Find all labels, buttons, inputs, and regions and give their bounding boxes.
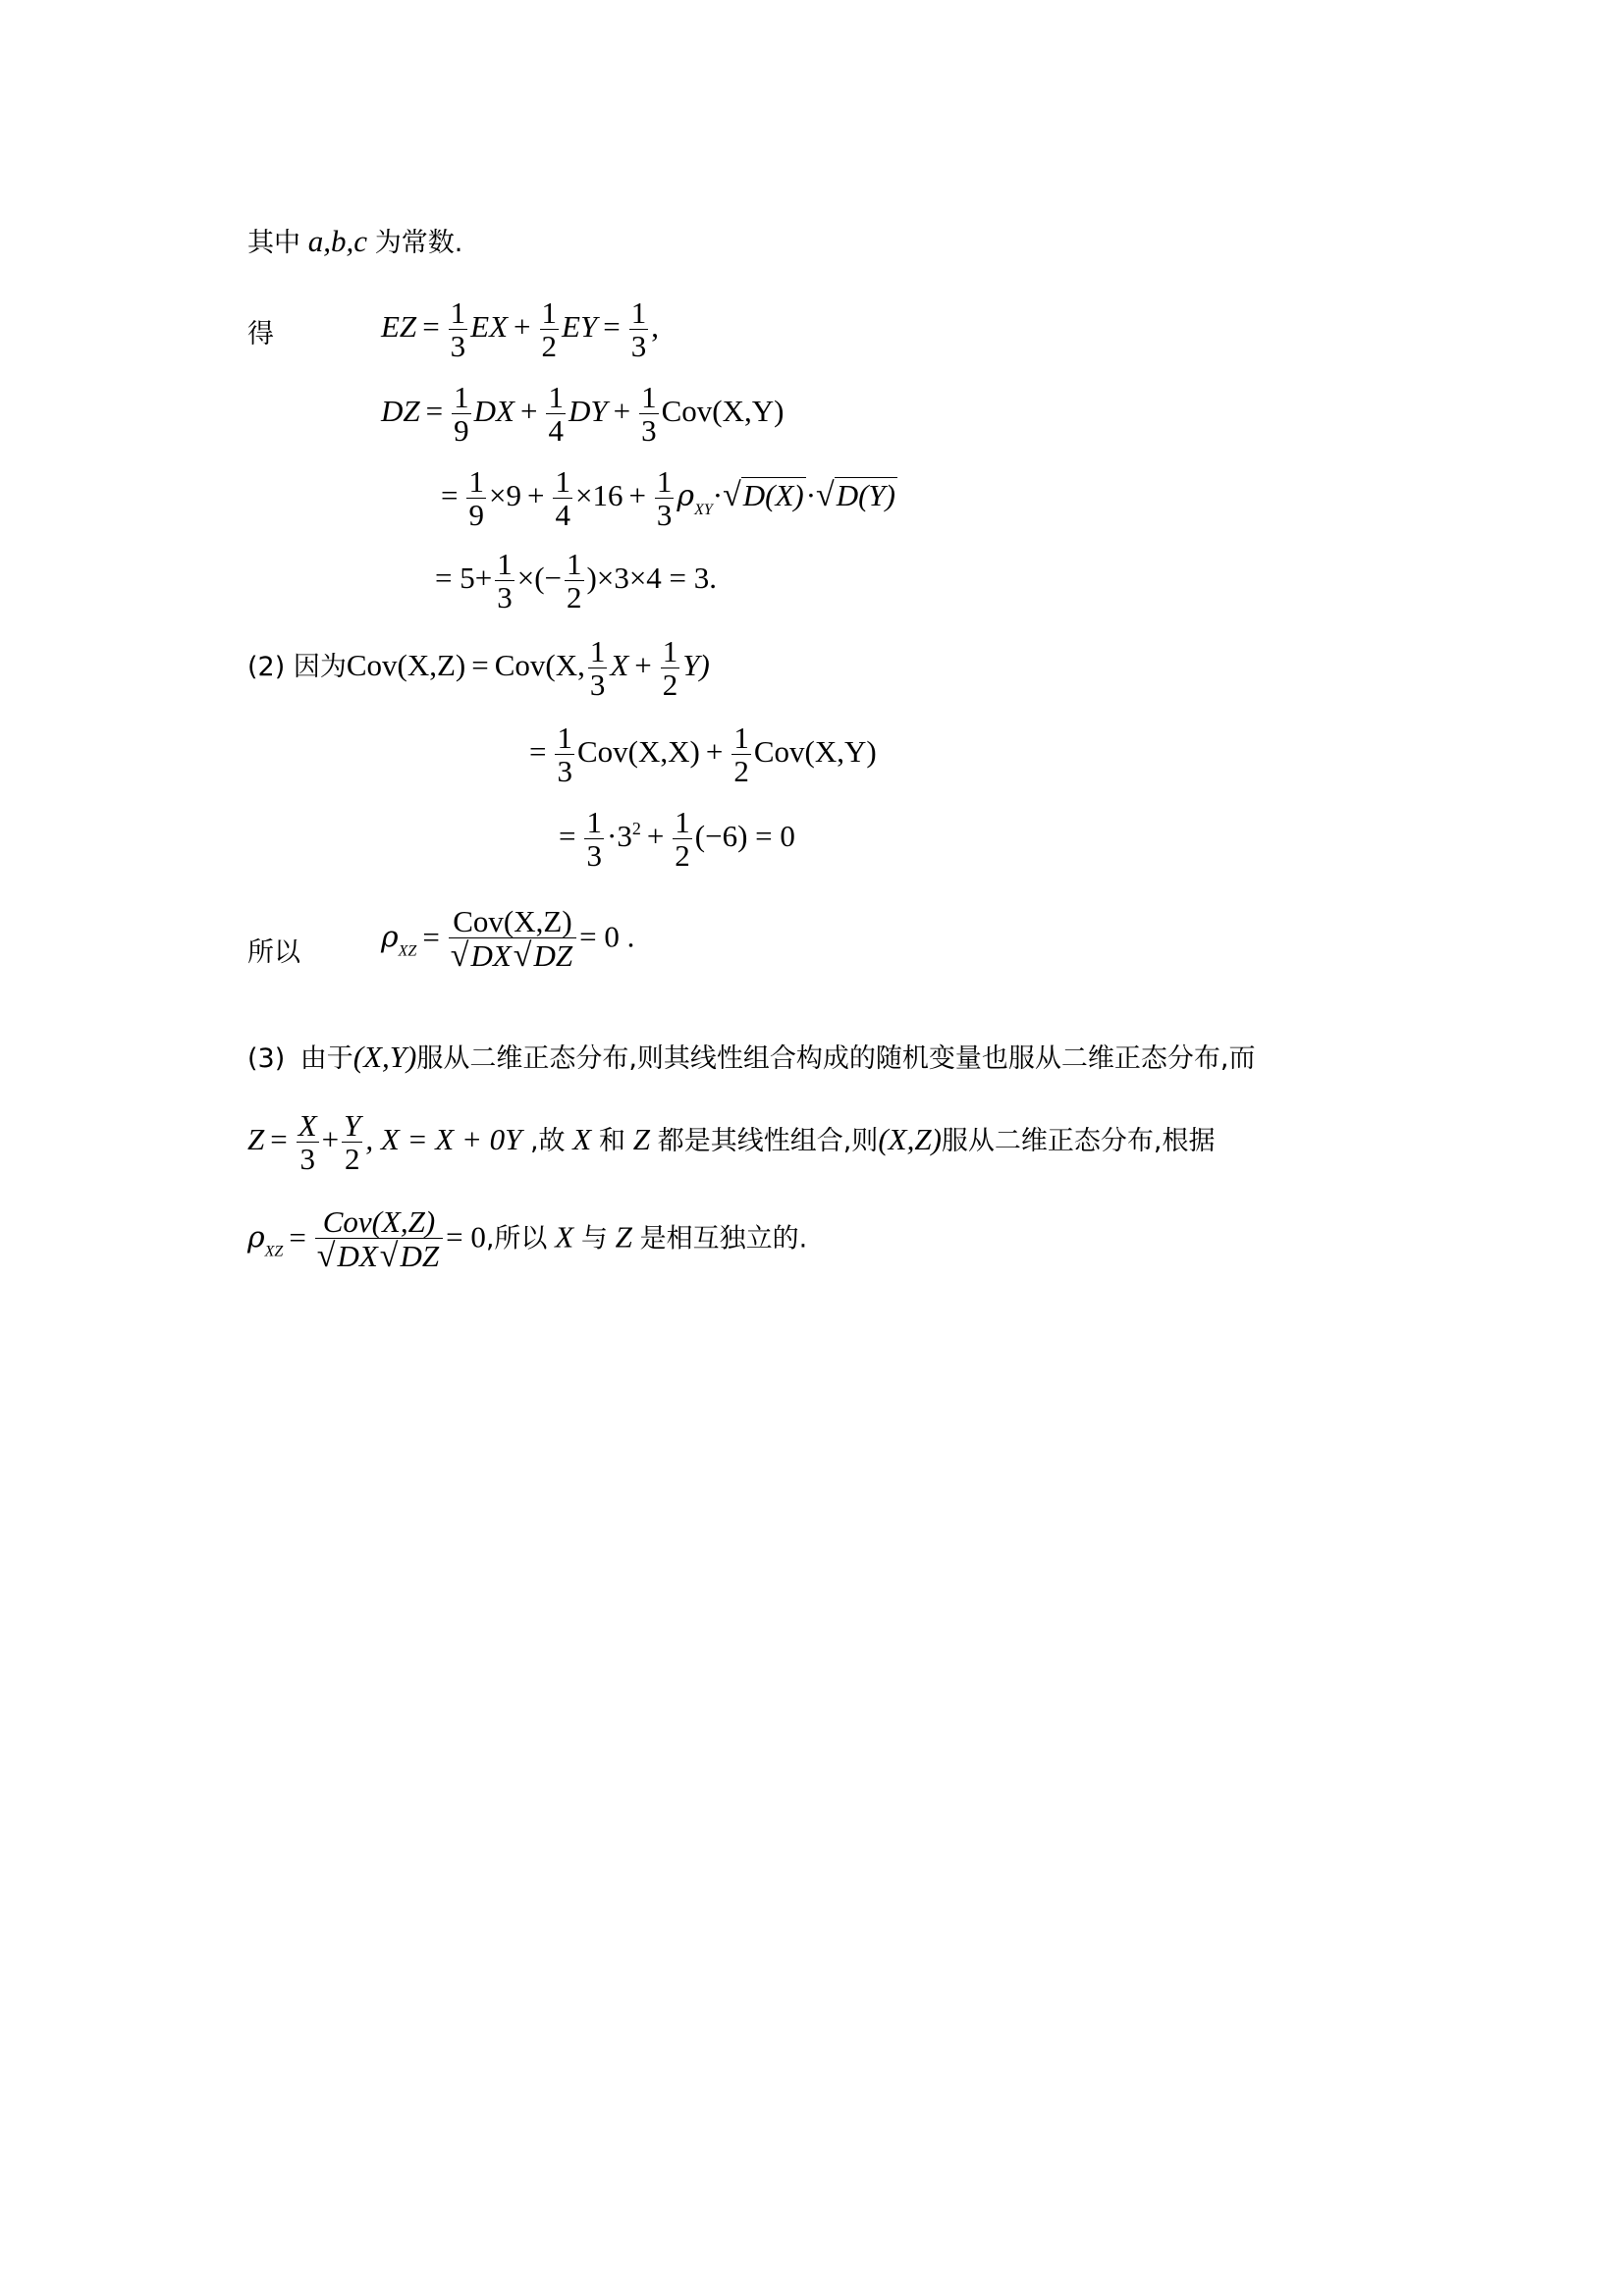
part2-line1: (2) 因为Cov(X,Z) = Cov(X, $\frac{1}{3}$ X + $\frac{1}{2}$ Y) <box>247 634 710 703</box>
sqrt-dy: √D(Y) <box>816 477 895 514</box>
fraction-one-quarter: $\frac{1}{4}$ <box>548 380 564 449</box>
part3-text5: 服从二维正态分布,根据 <box>941 1126 1216 1157</box>
dz-expansion: = $\frac{1}{9}$ ×9 + $\frac{1}{4}$ ×16 + $\frac{1}{3}$ $\rho_{XY}\cdot√D(X)\cdot√D(Y)$ <box>441 464 895 533</box>
rho-subscript-xz-2: XZ <box>264 1243 284 1260</box>
rho-xz-fraction-2: $\frac{\text{Cov(X,Z)}}{√DX√DZ}$ <box>315 1205 443 1275</box>
three-squared-exp: 2 <box>631 819 641 839</box>
fraction-y-over-2: $\frac{Y}{2}$ <box>344 1108 361 1177</box>
part3-line3: $\rho_{XZ}$ = $\frac{\text{Cov(X,Z)}}{√DX√DZ}$ = 0,所以 X 与 Z 是相互独立的. <box>247 1204 808 1275</box>
xy-pair: (X,Y) <box>352 1040 417 1074</box>
intro-line <box>247 221 462 259</box>
part3-text6: ,所以 <box>485 1223 548 1255</box>
dz-equation: DZ = $\frac{1}{9}$ DX + $\frac{1}{4}$ DY + $\frac{1}{3}$ Cov(X,Y) <box>381 380 785 449</box>
dz-result-suffix: )×3×4 = 3. <box>586 561 718 596</box>
value-16: 16 <box>592 478 623 513</box>
rho-symbol: ρ <box>381 920 399 955</box>
ez-term2: EY <box>562 309 598 345</box>
rho-xz-fraction: $\frac{\text{Cov(X,Z)}}{√DX√DZ}$ <box>449 905 576 975</box>
rho-xz-result: = 0 . <box>579 919 635 954</box>
part3-text2: 服从二维正态分布,则其线性组合构成的随机变量也服从二维正态分布,而 <box>416 1043 1256 1074</box>
intro-suffix: 为常数. <box>374 228 463 258</box>
fraction-one-third: $\frac{1}{3}$ <box>630 295 647 364</box>
xz-pair: (X,Z) <box>878 1122 942 1157</box>
part3-text8: 是相互独立的. <box>639 1223 808 1255</box>
fraction-one-half: $\frac{1}{2}$ <box>675 805 690 874</box>
cov-xy: Cov(X,Y) <box>661 394 785 429</box>
y-close: Y) <box>682 648 710 683</box>
part2-line2: = $\frac{1}{3}$ Cov(X,X) + $\frac{1}{2}$ Cov(X,Y) <box>529 721 877 789</box>
fraction-one-ninth: $\frac{1}{9}$ <box>454 380 469 449</box>
fraction-one-quarter: $\frac{1}{4}$ <box>555 464 570 533</box>
value-9: 9 <box>506 478 521 513</box>
rho-symbol: ρ <box>677 479 695 514</box>
fraction-one-half: $\frac{1}{2}$ <box>733 721 749 789</box>
dz-lhs: DZ <box>381 394 420 429</box>
cov-xz: Cov(X,Z) <box>346 648 466 683</box>
ez-equation: EZ = $\frac{1}{3}$ EX + $\frac{1}{2}$ EY = $\frac{1}{3}$ , <box>381 295 659 364</box>
part3-line2: Z = $\frac{X}{3}$ + $\frac{Y}{2}$ , X = X + 0Y ,故 X 和 Z 都是其线性组合,则(X,Z)服从二维正态分布,根据 <box>247 1108 1216 1177</box>
part2-line3: = $\frac{1}{3}$ $\cdot 3^2$ + $\frac{1}{2}$ (−6) = 0 <box>559 805 795 874</box>
cov-xx: Cov(X,X) <box>576 734 700 770</box>
part3-and: 和 <box>598 1126 625 1157</box>
intro-constants: a,b,c <box>307 224 368 258</box>
fraction-one-half: $\frac{1}{2}$ <box>662 634 678 703</box>
fraction-one-third: $\frac{1}{3}$ <box>641 380 657 449</box>
fraction-x-over-3: $\frac{X}{3}$ <box>298 1108 317 1177</box>
part3-text1: 由于 <box>299 1043 353 1074</box>
dz-result-mid: ×(− <box>516 561 563 596</box>
fraction-one-third: $\frac{1}{3}$ <box>497 547 513 615</box>
z-lhs: Z <box>247 1122 265 1157</box>
fraction-one-third: $\frac{1}{3}$ <box>586 805 602 874</box>
rho-result-zero: = 0 <box>446 1219 486 1255</box>
fraction-one-half: $\frac{1}{2}$ <box>541 295 558 364</box>
rho-symbol: ρ <box>247 1220 265 1255</box>
dz-term1: DX <box>473 394 514 429</box>
part1-label: 得 <box>247 319 274 349</box>
part3-label: (3) <box>247 1043 286 1074</box>
dz-result <box>435 548 717 614</box>
fraction-one-half: $\frac{1}{2}$ <box>567 547 582 615</box>
part2-label: (2) 因为 <box>247 652 347 683</box>
fraction-one-third: $\frac{1}{3}$ <box>450 295 466 364</box>
x-var: X <box>610 648 629 683</box>
part3-line1 <box>247 1037 1256 1075</box>
ez-end: , <box>651 309 659 345</box>
fraction-one-third: $\frac{1}{3}$ <box>589 634 606 703</box>
fraction-one-third: $\frac{1}{3}$ <box>656 464 673 533</box>
fraction-one-third: $\frac{1}{3}$ <box>557 721 572 789</box>
intro-prefix: 其中 <box>247 228 300 258</box>
rho-xz-equation: $\rho_{XZ}$ = $\frac{\text{Cov(X,Z)}}{√DX√DZ}$ = 0 . <box>381 904 635 975</box>
dz-term2: DY <box>568 394 608 429</box>
dz-result-prefix: = 5+ <box>435 561 493 596</box>
x-equation: , X = X + 0Y <box>365 1122 522 1157</box>
ez-lhs: EZ <box>381 309 417 345</box>
cov-open: Cov(X, <box>494 648 585 683</box>
fraction-one-ninth: $\frac{1}{9}$ <box>468 464 484 533</box>
rho-subscript-xz: XZ <box>398 942 417 960</box>
three-squared-base: 3 <box>617 819 632 854</box>
sqrt-dx: √D(X) <box>723 477 804 514</box>
part2b-label: 所以 <box>247 937 300 968</box>
rho-subscript-xy: XY <box>694 502 713 519</box>
ez-term1: EX <box>470 309 509 345</box>
part3-text4: 都是其线性组合,则 <box>657 1126 879 1157</box>
part3-text7: 与 <box>580 1223 608 1255</box>
cov-xy-2: Cov(X,Y) <box>753 734 877 770</box>
part3-text3: ,故 <box>521 1126 566 1157</box>
neg-six-result: (−6) = 0 <box>694 819 795 854</box>
